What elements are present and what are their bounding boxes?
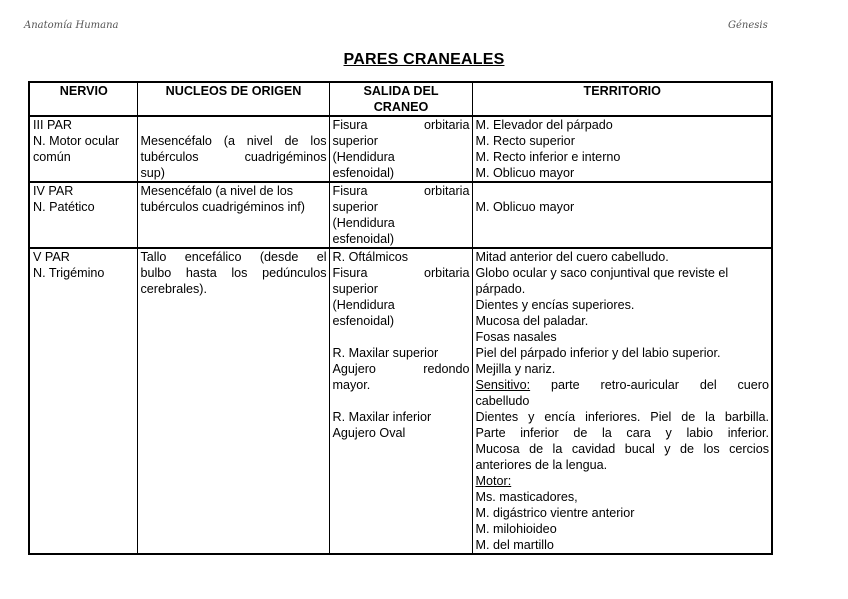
col-header-territorio: TERRITORIO <box>472 82 772 116</box>
col-header-nervio: NERVIO <box>29 82 137 116</box>
cell-nucleos: Mesencéfalo (a nivel de los tubérculos cuadrigéminos sup) <box>137 116 329 182</box>
col-header-salida: SALIDA DEL CRANEO <box>329 82 472 116</box>
cell-nucleos: Tallo encefálico (desde el bulbo hasta los pedúnculos cerebrales). <box>137 248 329 554</box>
running-header-right: Génesis <box>728 20 768 31</box>
cell-nervio: III PAR N. Motor ocular común <box>29 116 137 182</box>
sensitivo-label: Sensitivo: <box>475 378 531 392</box>
table-row <box>29 248 772 554</box>
cell-nervio: IV PAR N. Patético <box>29 182 137 248</box>
table-row <box>29 116 772 182</box>
cranial-nerves-table <box>28 81 773 555</box>
cell-territorio: Mitad anterior del cuero cabelludo. Globo ocular y saco conjuntival que reviste el párpado. Dientes y encías superiores. Mucosa del paladar. Fosas nasales Piel del párpado inferior y del labio superior. Mejilla y nariz. Sensitivo: parte retro-auricular del cuero cabelludo Dientes y encía inferiores. Piel de la barbilla. Parte inferior de la cara y labio inferior. Mucosa de la cavidad bucal y de los cercios anteriores de la lengua. Motor: Ms. masticadores, M. digástrico vientre anterior M. milohioideo M. del martillo <box>472 248 772 554</box>
table-header-row <box>29 82 772 116</box>
running-header-left: Anatomía Humana <box>24 20 119 31</box>
table-row <box>29 182 772 248</box>
cell-salida: R. Oftálmicos Fisura orbitaria superior (Hendidura esfenoidal) R. Maxilar superior Agujero redondo mayor. R. Maxilar inferior Agujero Oval <box>329 248 472 554</box>
cell-nervio: V PAR N. Trigémino <box>29 248 137 554</box>
sensitivo-line: Sensitivo: parte retro-auricular del cuero <box>475 378 769 392</box>
cell-territorio: M. Oblicuo mayor <box>472 182 772 248</box>
cell-salida: Fisura orbitaria superior (Hendidura esfenoidal) <box>329 182 472 248</box>
cell-territorio: M. Elevador del párpado M. Recto superior M. Recto inferior e interno M. Oblicuo mayor <box>472 116 772 182</box>
motor-label: Motor: <box>475 474 512 488</box>
page-title: PARES CRANEALES <box>343 51 505 68</box>
col-header-nucleos: NUCLEOS DE ORIGEN <box>137 82 329 116</box>
cell-salida: Fisura orbitaria superior (Hendidura esfenoidal) <box>329 116 472 182</box>
cell-nucleos: Mesencéfalo (a nivel de los tubérculos cuadrigéminos inf) <box>137 182 329 248</box>
